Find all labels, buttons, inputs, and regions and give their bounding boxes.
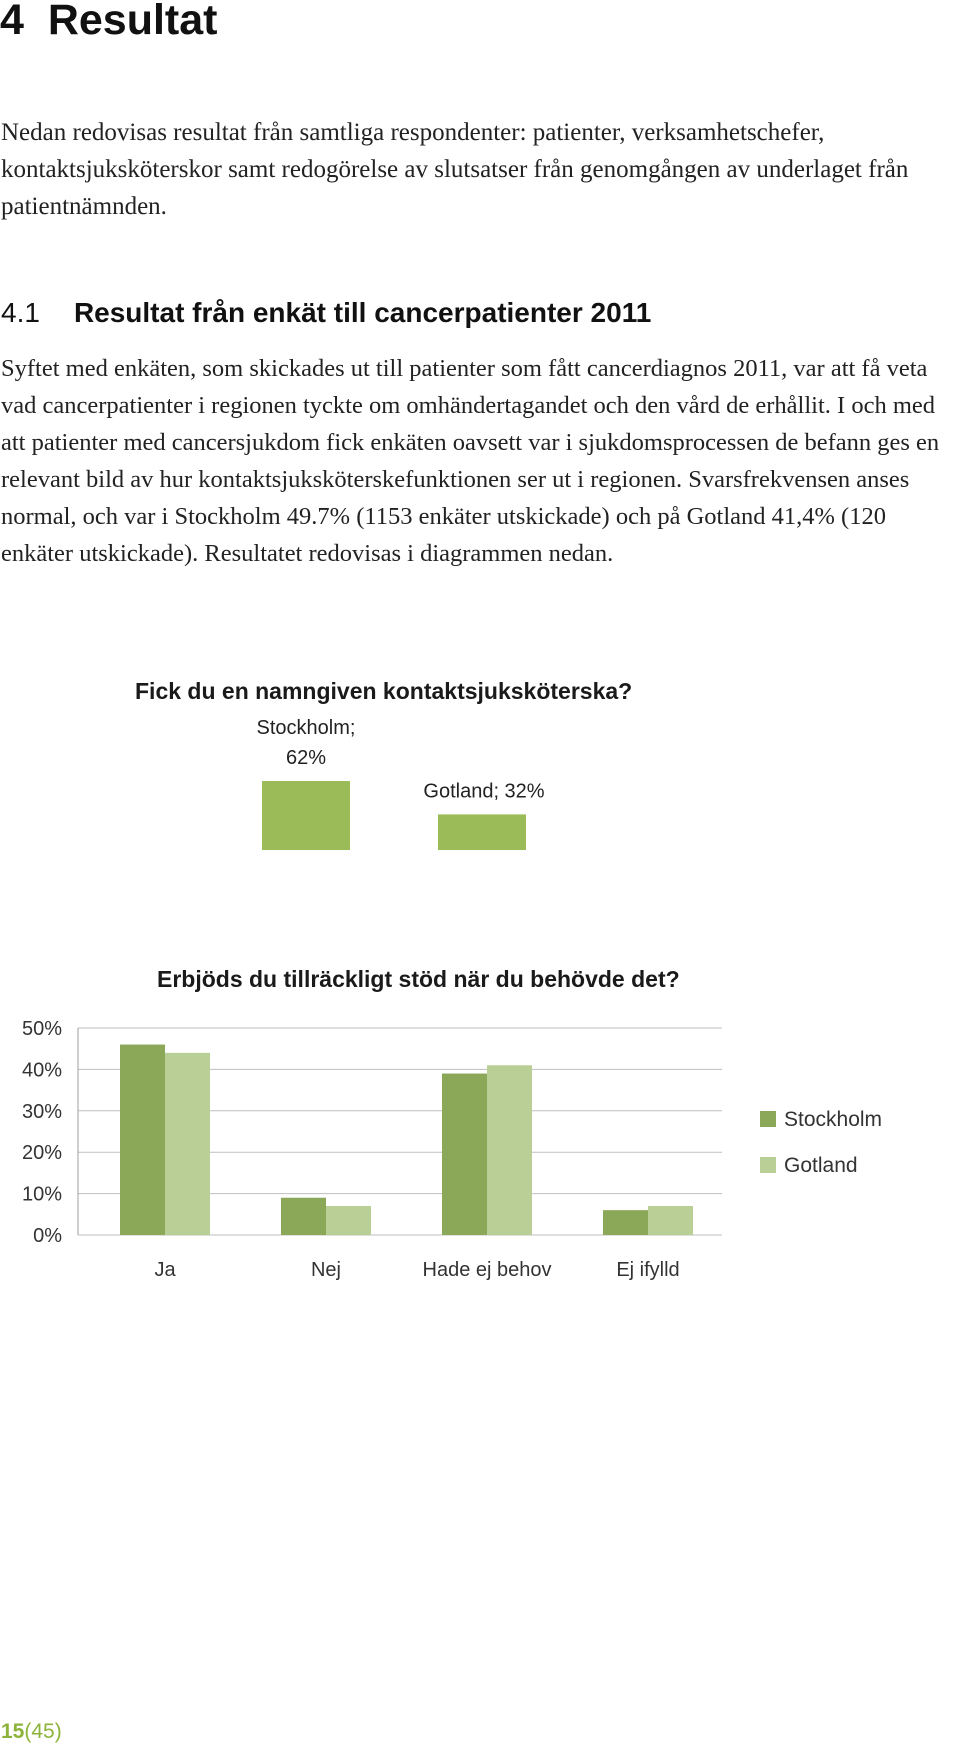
- y-tick-label: 50%: [21, 1018, 62, 1040]
- bar-stockholm: [262, 781, 350, 850]
- legend-swatch-gotland: [760, 1157, 776, 1173]
- data-label-gotland: Gotland; 32%: [423, 780, 545, 803]
- page-total: (45): [24, 1720, 62, 1743]
- x-tick-label: Ja: [154, 1259, 176, 1281]
- x-tick-label: Ej ifylld: [616, 1259, 680, 1281]
- y-tick-label: 30%: [21, 1100, 62, 1123]
- heading-number: 4: [0, 0, 24, 44]
- legend-label-stockholm: Stockholm: [784, 1108, 883, 1131]
- bar-gotland-ej-ifylld: [648, 1206, 693, 1235]
- section-heading: [1, 296, 651, 330]
- bar-gotland-nej: [326, 1206, 371, 1235]
- bar-stockholm-ej-ifylld: [603, 1210, 648, 1235]
- bar-stockholm-ja: [120, 1045, 165, 1235]
- y-tick-label: 20%: [21, 1142, 62, 1165]
- bar-stockholm-nej: [281, 1198, 326, 1235]
- data-label-stockholm-name: Stockholm;: [256, 717, 356, 739]
- x-tick-label: Nej: [310, 1259, 342, 1281]
- y-tick-label: 10%: [21, 1183, 62, 1206]
- chart-title: Erbjöds du tillräckligt stöd när du behövde det?: [157, 966, 680, 992]
- intro-paragraph: Nedan redovisas resultat från samtliga respondenter: patienter, verksamhetschefer, kontaktsjuksköterskor samt redogörelse av slutsatser från genomgången av underlaget från patientnämnden.: [1, 119, 909, 220]
- chart-title: Fick du en namngiven kontaktsjuksköterska?: [135, 678, 633, 704]
- bar-gotland-ja: [165, 1053, 210, 1235]
- legend-swatch-stockholm: [760, 1111, 776, 1127]
- page-current: 15: [1, 1720, 25, 1743]
- section-body: Syftet med enkäten, som skickades ut till patienter som fått cancerdiagnos 2011, var att få veta vad cancerpatienter i regionen tyckte om omhändertagandet och den vård de erhållit. I och med att patienter med cancersjukdom fick enkäten oavsett var i sjukdomsprocessen de befann ges en relevant bild av hur kontaktsjuksköterskefunktionen ser ut i regionen. Svarsfrekvensen anses normal, och var i Stockholm 49.7% (1153 enkäter utskickade) och på Gotland 41,4% (120 enkäter utskickade). Resultatet redovisas i diagrammen nedan.: [1, 355, 940, 567]
- page-heading: [0, 0, 217, 46]
- bar-stockholm-hade-ej-behov: [442, 1074, 487, 1235]
- bar-gotland-hade-ej-behov: [487, 1065, 532, 1235]
- page-number: [1, 1720, 62, 1744]
- legend-label-gotland: Gotland: [784, 1154, 858, 1177]
- heading-title: Resultat: [47, 0, 218, 44]
- x-tick-label: Hade ej behov: [422, 1259, 552, 1281]
- bar-gotland: [438, 814, 526, 850]
- y-tick-label: 40%: [21, 1059, 62, 1082]
- chart-support-offered: [0, 955, 960, 1295]
- chart-named-nurse: [0, 670, 960, 870]
- section-number: 4.1: [1, 297, 40, 328]
- y-tick-label: 0%: [33, 1225, 62, 1247]
- data-label-stockholm-value: 62%: [285, 747, 327, 769]
- section-title: Resultat från enkät till cancerpatienter 2011: [73, 297, 652, 328]
